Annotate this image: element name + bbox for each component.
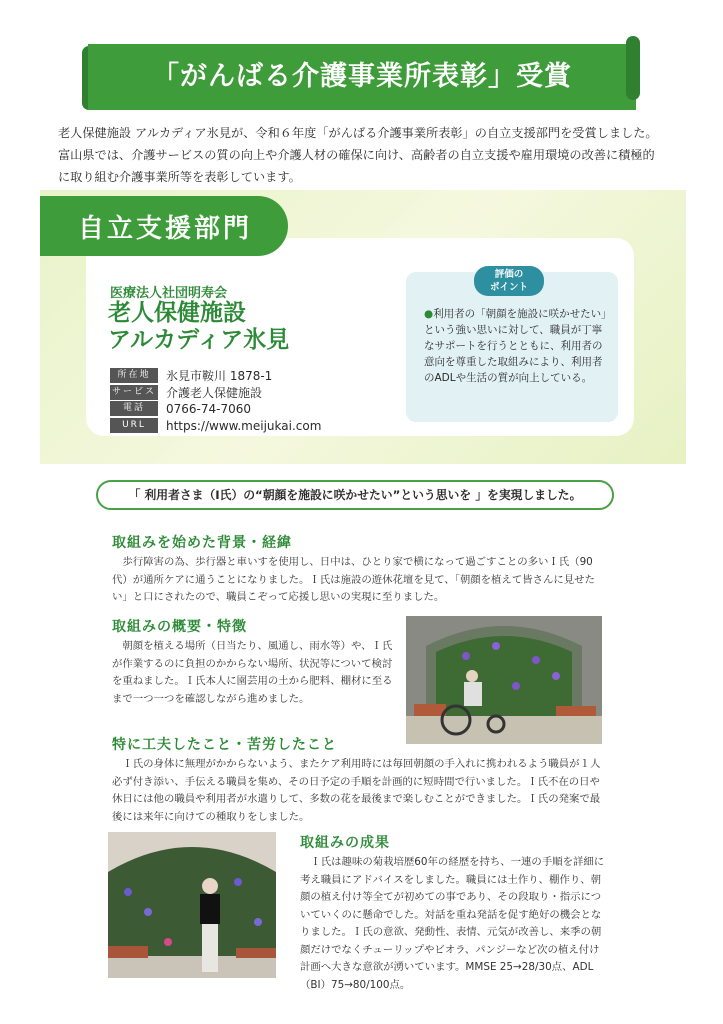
evaluation-point-badge bbox=[474, 266, 544, 296]
detail-label: サービス bbox=[110, 385, 158, 400]
point-body: 利用者の「朝顔を施設に咲かせたい」という強い思いに対して、職員が丁寧なサポートを行うとともに、利用者の意向を尊重した取組みにより、利用者のADLや生活の質が向上している。 bbox=[424, 308, 607, 384]
detail-service bbox=[110, 384, 262, 400]
facility-name-line: アルカディア氷見 bbox=[108, 327, 290, 353]
detail-value: 0766-74-7060 bbox=[166, 401, 252, 416]
banner-scroll-right bbox=[626, 36, 640, 100]
realized-banner: 「 利用者さま（I氏）の“朝顔を施設に咲かせたい”という思いを 」を実現しました。 bbox=[96, 480, 614, 510]
intro-line: 老人保健施設 アルカディア氷見が、令和６年度「がんばる介護事業所表彰」の自立支援部門を受賞しました。 bbox=[58, 126, 658, 140]
photo-staff-garden-image bbox=[108, 832, 276, 978]
corporation-name: 医療法人社団明寿会 bbox=[110, 286, 228, 301]
title-banner bbox=[88, 44, 636, 110]
badge-line: 評価の bbox=[494, 269, 524, 280]
intro-line: 富山県では、介護サービスの質の向上や介護人材の確保に向け、高齢者の自立支援や雇用環境の改善に積極的 bbox=[58, 148, 655, 162]
bullet-icon: ● bbox=[424, 308, 434, 320]
page-title: 「がんばる介護事業所表彰」受賞 bbox=[152, 61, 572, 92]
detail-label: 所在地 bbox=[110, 368, 158, 383]
department-title: 自立支援部門 bbox=[78, 214, 253, 244]
photo-wheelchair-garden bbox=[406, 616, 602, 744]
section-body-results: Ｉ氏は趣味の菊栽培歴60年の経歴を持ち、一連の手順を詳細に考え職員にアドバイスをしました。職員には土作り、棚作り、朝顔の植え付け等全てが初めての事であり、その段取り・指示についていくのに懸命でした。対話を重ね発話を促す絶好の機会となりました。Ｉ氏の意欲、発動性、表情、元気が改善し、来季の朝顔だけでなくチューリップやビオラ、パンジーなど次の植え付け計画へ大きな意欲が湧いています。MMSE 25→28/30点、ADL（BI）75→80/100点。 bbox=[300, 856, 605, 991]
facility-name bbox=[108, 300, 289, 354]
facility-name-line: 老人保健施設 bbox=[108, 300, 246, 326]
detail-url bbox=[110, 418, 321, 434]
detail-value: 介護老人保健施設 bbox=[166, 386, 263, 400]
detail-label: URL bbox=[110, 418, 158, 433]
section-title-overview: 取組みの概要・特徴 bbox=[112, 619, 247, 635]
detail-url-link[interactable]: https://www.meijukai.com bbox=[166, 418, 322, 433]
section-title-background: 取組みを始めた背景・経緯 bbox=[112, 535, 292, 551]
photo-staff-garden bbox=[108, 832, 276, 978]
section-body-effort: Ｉ氏の身体に無理がかからないよう、またケア利用時には毎回朝顔の手入れに携われるよう職員が１人必ず付き添い、手伝える職員を集め、その日予定の手順を計画的に短時間で行いました。Ｉ氏不在の日や休日には他の職員や利用者が水遣りして、多数の花を最後まで楽しむことができました。Ｉ氏の発案で最後には来年に向けての種取りをしました。 bbox=[112, 758, 601, 823]
section-title-effort: 特に工夫したこと・苦労したこと bbox=[112, 737, 337, 753]
detail-address bbox=[110, 367, 272, 383]
detail-label: 電話 bbox=[110, 401, 158, 416]
intro-paragraph bbox=[58, 122, 676, 188]
section-body-overview: 朝顔を植える場所（日当たり、風通し、雨水等）や、Ｉ氏が作業するのに負担のかからない場所、状況等について検討を重ねました。Ｉ氏本人に園芸用の土から肥料、棚材に至るまで一つ一つを確認しながら進めました。 bbox=[112, 640, 393, 705]
detail-phone bbox=[110, 401, 251, 417]
photo-wheelchair-garden-image bbox=[406, 616, 602, 744]
section-title-results: 取組みの成果 bbox=[300, 835, 390, 851]
section-body-background: 歩行障害の為、歩行器と車いすを使用し、日中は、ひとり家で横になって過ごすことの多いＩ氏（90代）が通所ケアに通うことになりました。Ｉ氏は施設の遊休花壇を見て、「朝顔を植えて皆さんに見せたい」と口にされたので、職員こぞって応援し思いの実現に至りました。 bbox=[112, 556, 595, 603]
badge-line: ポイント bbox=[489, 282, 528, 293]
evaluation-point-text bbox=[424, 306, 610, 386]
detail-value: 氷見市鞍川 1878-1 bbox=[166, 369, 273, 383]
intro-line: に取り組む介護事業所等を表彰しています。 bbox=[58, 170, 301, 184]
